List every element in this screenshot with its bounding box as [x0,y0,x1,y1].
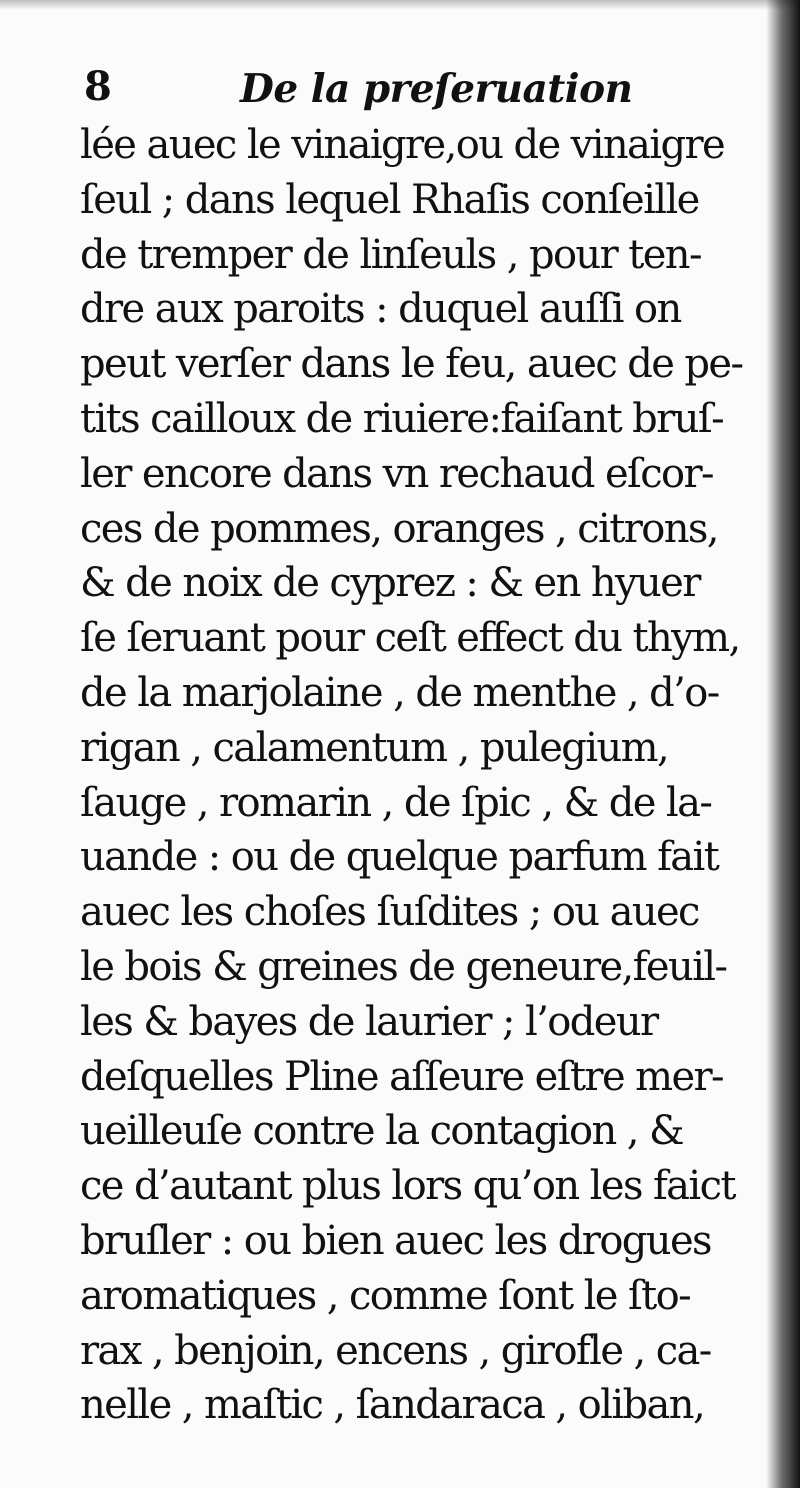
text-line: ler encore dans vn rechaud eſcor- [80,450,713,497]
running-title: De la preſeruation [240,66,633,112]
text-line: nelle , maſtic , ſandaraca , oliban, [80,1382,705,1429]
text-line: peut verſer dans le feu, auec de pe- [80,341,743,388]
text-line: uande : ou de quelque parfum fait [80,834,719,881]
text-line: bruſler : ou bien auec les drogues [80,1217,711,1264]
text-line: ſe ſeruant pour ceſt effect du thym, [80,615,740,662]
body-text [80,118,768,1433]
text-line: ueilleuſe contre la contagion , & [80,1108,683,1155]
text-line: tits cailloux de riuiere:faiſant bruſ- [80,395,723,442]
text-line: ſeul ; dans lequel Rhaſis conſeille [80,176,699,223]
text-line: aromatiques , comme ſont le ſto- [80,1272,691,1319]
page-header [84,58,704,120]
text-line: lée auec le vinaigre,ou de vinaigre [80,122,725,168]
text-line: ſauge , romarin , de ſpic , & de la- [80,779,712,826]
text-line: de la marjolaine , de menthe , d’o- [80,669,719,716]
text-line: les & bayes de laurier ; l’odeur [80,998,658,1045]
text-line: de tremper de linſeuls , pour ten- [80,231,701,278]
page-edge-shadow [766,0,800,1488]
text-line: rigan , calamentum , pulegium, [80,724,669,771]
text-line: ces de pommes, oranges , citrons, [80,505,718,552]
text-line: dre aux paroits : duquel auſſi on [80,286,681,333]
text-line: auec les choſes ſuſdites ; ou auec [80,889,699,936]
text-line: deſquelles Pline aſſeure eſtre mer- [80,1053,723,1100]
text-line: le bois & greines de geneure,feuil- [80,943,727,990]
text-line: & de noix de cyprez : & en hyuer [80,560,700,607]
text-line: rax , benjoin, encens , girofle , ca- [80,1327,711,1374]
page-number: 8 [84,63,112,110]
text-line: ce d’autant plus lors qu’on les faict [80,1163,735,1210]
page-top-shadow [0,0,800,10]
